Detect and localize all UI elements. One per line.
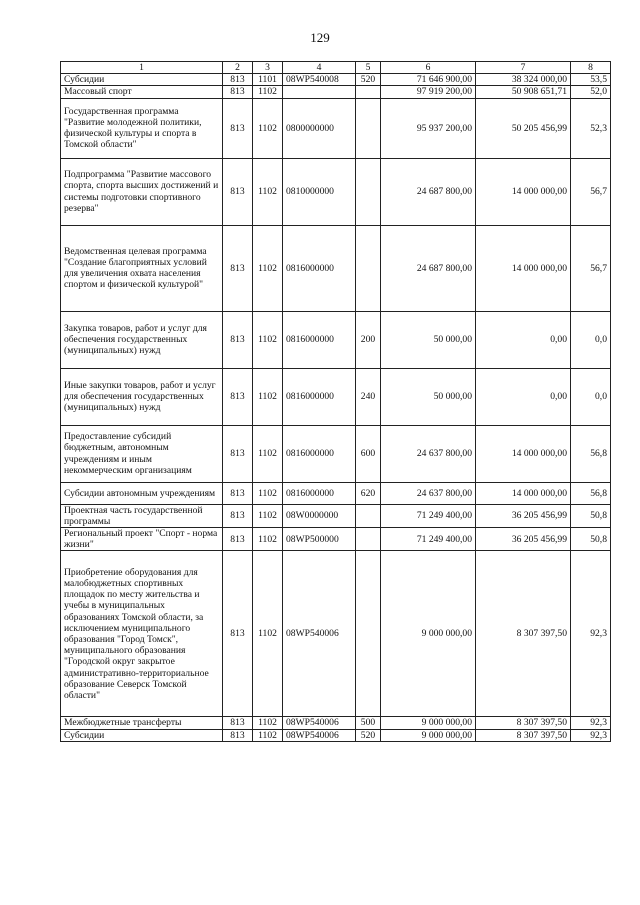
table-row: [61, 74, 611, 86]
cell-section-code: 1102: [253, 504, 283, 527]
cell-plan-amount: 24 687 800,00: [381, 158, 476, 225]
budget-table: [60, 61, 611, 742]
cell-actual-amount: 8 307 397,50: [476, 717, 571, 729]
cell-ministry-code: 813: [223, 225, 253, 311]
cell-actual-amount: 8 307 397,50: [476, 729, 571, 741]
cell-target-article: 08WP540006: [283, 551, 356, 717]
cell-target-article: 08WP500000: [283, 528, 356, 551]
cell-ministry-code: 813: [223, 86, 253, 98]
table-row: [61, 158, 611, 225]
row-description: Иные закупки товаров, работ и услуг для обеспечения государственных (муниципальных) нужд: [61, 368, 223, 425]
cell-ministry-code: 813: [223, 74, 253, 86]
page-number: 129: [310, 30, 330, 45]
row-description: Предоставление субсидий бюджетным, автономным учреждениям и иным некоммерческим организациям: [61, 425, 223, 482]
cell-ministry-code: 813: [223, 717, 253, 729]
column-header: 3: [253, 62, 283, 74]
row-description: Субсидии автономным учреждениям: [61, 482, 223, 504]
cell-plan-amount: 71 249 400,00: [381, 504, 476, 527]
cell-percent: 56,7: [571, 225, 611, 311]
table-row: [61, 225, 611, 311]
cell-target-article: 08WP540006: [283, 717, 356, 729]
cell-percent: 50,8: [571, 528, 611, 551]
table-row: [61, 98, 611, 158]
cell-ministry-code: 813: [223, 504, 253, 527]
row-description: Государственная программа "Развитие молодежной политики, физической культуры и спорта в Томской области": [61, 98, 223, 158]
column-header: 8: [571, 62, 611, 74]
cell-actual-amount: 14 000 000,00: [476, 225, 571, 311]
table-row: [61, 551, 611, 717]
cell-target-article: 08WP540008: [283, 74, 356, 86]
cell-plan-amount: 71 646 900,00: [381, 74, 476, 86]
row-description: Региональный проект "Спорт - норма жизни": [61, 528, 223, 551]
row-description: Проектная часть государственной программы: [61, 504, 223, 527]
table-row: [61, 504, 611, 527]
cell-target-article: 0816000000: [283, 425, 356, 482]
cell-expense-type: 200: [356, 311, 381, 368]
cell-actual-amount: 38 324 000,00: [476, 74, 571, 86]
header-row: [61, 62, 611, 74]
cell-expense-type: 620: [356, 482, 381, 504]
cell-target-article: 0816000000: [283, 311, 356, 368]
cell-actual-amount: 14 000 000,00: [476, 425, 571, 482]
cell-actual-amount: 0,00: [476, 311, 571, 368]
cell-ministry-code: 813: [223, 528, 253, 551]
cell-actual-amount: 50 205 456,99: [476, 98, 571, 158]
cell-plan-amount: 50 000,00: [381, 311, 476, 368]
cell-plan-amount: 9 000 000,00: [381, 729, 476, 741]
table-row: [61, 482, 611, 504]
cell-expense-type: 520: [356, 74, 381, 86]
cell-ministry-code: 813: [223, 425, 253, 482]
cell-section-code: 1102: [253, 729, 283, 741]
cell-plan-amount: 50 000,00: [381, 368, 476, 425]
cell-ministry-code: 813: [223, 551, 253, 717]
cell-section-code: 1102: [253, 225, 283, 311]
cell-actual-amount: 36 205 456,99: [476, 528, 571, 551]
cell-percent: 92,3: [571, 717, 611, 729]
column-header: 2: [223, 62, 253, 74]
cell-target-article: 0816000000: [283, 225, 356, 311]
cell-expense-type: [356, 158, 381, 225]
cell-percent: 92,3: [571, 729, 611, 741]
cell-actual-amount: 36 205 456,99: [476, 504, 571, 527]
cell-percent: 52,3: [571, 98, 611, 158]
cell-section-code: 1102: [253, 98, 283, 158]
cell-section-code: 1102: [253, 158, 283, 225]
cell-plan-amount: 24 637 800,00: [381, 482, 476, 504]
row-description: Приобретение оборудования для малобюджетных спортивных площадок по месту жительства и учебы в муниципальных образованиях Томской области, за исключением муниципального образования "Город Томск", муниципального образования "Городской округ закрытое административно-территориальное образование Северск Томской области": [61, 551, 223, 717]
cell-actual-amount: 0,00: [476, 368, 571, 425]
column-header: 1: [61, 62, 223, 74]
cell-actual-amount: 50 908 651,71: [476, 86, 571, 98]
cell-plan-amount: 71 249 400,00: [381, 528, 476, 551]
cell-section-code: 1102: [253, 482, 283, 504]
cell-actual-amount: 14 000 000,00: [476, 482, 571, 504]
cell-section-code: 1102: [253, 425, 283, 482]
column-header: 6: [381, 62, 476, 74]
row-description: Межбюджетные трансферты: [61, 717, 223, 729]
cell-expense-type: 520: [356, 729, 381, 741]
row-description: Подпрограмма "Развитие массового спорта, спорта высших достижений и системы подготовки спортивного резерва": [61, 158, 223, 225]
column-header: 5: [356, 62, 381, 74]
cell-percent: 56,8: [571, 482, 611, 504]
cell-plan-amount: 97 919 200,00: [381, 86, 476, 98]
cell-section-code: 1101: [253, 74, 283, 86]
cell-plan-amount: 95 937 200,00: [381, 98, 476, 158]
cell-plan-amount: 24 637 800,00: [381, 425, 476, 482]
cell-expense-type: [356, 504, 381, 527]
row-description: Массовый спорт: [61, 86, 223, 98]
cell-plan-amount: 24 687 800,00: [381, 225, 476, 311]
cell-percent: 53,5: [571, 74, 611, 86]
cell-ministry-code: 813: [223, 158, 253, 225]
table-row: [61, 717, 611, 729]
cell-plan-amount: 9 000 000,00: [381, 717, 476, 729]
cell-percent: 56,7: [571, 158, 611, 225]
table-row: [61, 368, 611, 425]
cell-percent: 52,0: [571, 86, 611, 98]
cell-plan-amount: 9 000 000,00: [381, 551, 476, 717]
cell-target-article: 0816000000: [283, 368, 356, 425]
cell-percent: 50,8: [571, 504, 611, 527]
cell-target-article: 0800000000: [283, 98, 356, 158]
column-header: 4: [283, 62, 356, 74]
cell-section-code: 1102: [253, 528, 283, 551]
cell-expense-type: [356, 528, 381, 551]
cell-expense-type: [356, 98, 381, 158]
cell-actual-amount: 8 307 397,50: [476, 551, 571, 717]
table-row: [61, 86, 611, 98]
cell-expense-type: [356, 551, 381, 717]
cell-target-article: [283, 86, 356, 98]
cell-percent: 92,3: [571, 551, 611, 717]
cell-expense-type: [356, 225, 381, 311]
cell-target-article: 08W0000000: [283, 504, 356, 527]
cell-ministry-code: 813: [223, 482, 253, 504]
cell-section-code: 1102: [253, 368, 283, 425]
column-header: 7: [476, 62, 571, 74]
cell-ministry-code: 813: [223, 98, 253, 158]
cell-percent: 0,0: [571, 368, 611, 425]
cell-ministry-code: 813: [223, 729, 253, 741]
row-description: Субсидии: [61, 729, 223, 741]
table-row: [61, 311, 611, 368]
cell-section-code: 1102: [253, 86, 283, 98]
cell-target-article: 08WP540006: [283, 729, 356, 741]
cell-ministry-code: 813: [223, 368, 253, 425]
cell-percent: 56,8: [571, 425, 611, 482]
row-description: Ведомственная целевая программа "Создание благоприятных условий для увеличения охвата населения спортом и физической культурой": [61, 225, 223, 311]
cell-target-article: 0810000000: [283, 158, 356, 225]
row-description: Субсидии: [61, 74, 223, 86]
cell-actual-amount: 14 000 000,00: [476, 158, 571, 225]
cell-percent: 0,0: [571, 311, 611, 368]
row-description: Закупка товаров, работ и услуг для обеспечения государственных (муниципальных) нужд: [61, 311, 223, 368]
cell-expense-type: 240: [356, 368, 381, 425]
cell-expense-type: [356, 86, 381, 98]
cell-section-code: 1102: [253, 717, 283, 729]
table-row: [61, 425, 611, 482]
table-row: [61, 528, 611, 551]
cell-expense-type: 500: [356, 717, 381, 729]
cell-ministry-code: 813: [223, 311, 253, 368]
cell-section-code: 1102: [253, 551, 283, 717]
cell-target-article: 0816000000: [283, 482, 356, 504]
cell-section-code: 1102: [253, 311, 283, 368]
table-row: [61, 729, 611, 741]
cell-expense-type: 600: [356, 425, 381, 482]
